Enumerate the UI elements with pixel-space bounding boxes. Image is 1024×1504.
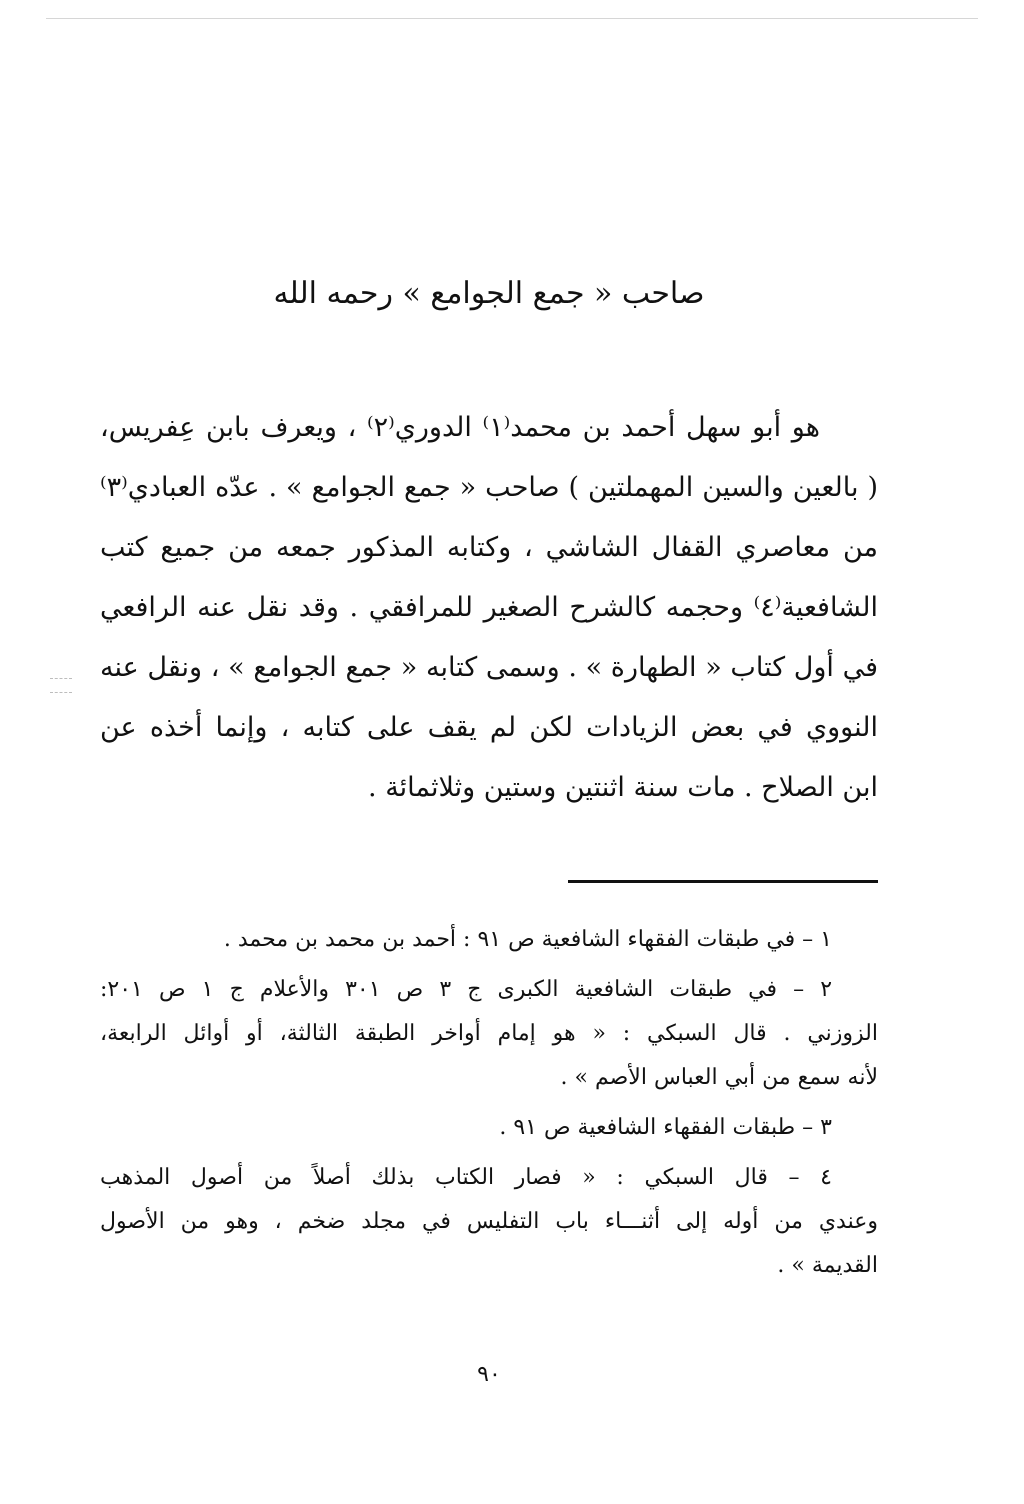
paragraph-line: الشافعية⁽٤⁾ وحجمه كالشرح الصغير للمرافقي . وقد نقل عنه الرافعي [100, 592, 878, 623]
chapter-title: صاحب « جمع الجوامع » رحمه الله [273, 276, 705, 311]
margin-mark [50, 692, 72, 693]
book-page [100, 0, 878, 1504]
footnote-separator [568, 880, 878, 883]
page-number: ٩٠ [477, 1362, 501, 1387]
footnote-line: ٣ – طبقات الفقهاء الشافعية ص ٩١ . [499, 1115, 832, 1140]
footnote-line: ١ – في طبقات الفقهاء الشافعية ص ٩١ : أحمد بن محمد بن محمد . [223, 927, 832, 952]
paragraph-line: من معاصري القفال الشاشي ، وكتابه المذكور جمعه من جميع كتب [100, 532, 878, 563]
margin-mark [50, 678, 72, 679]
footnote-3 [100, 1106, 878, 1150]
footnote-line: الزوزني . قال السبكي : « هو إمام أواخر الطبقة الثالثة، أو أوائل الرابعة، [100, 1021, 878, 1046]
paragraph-line: ( بالعين والسين المهملتين ) صاحب « جمع الجوامع » . عدّه العبادي⁽٣⁾ [100, 472, 878, 503]
footnote-2 [100, 968, 878, 1100]
footnote-1 [100, 918, 878, 962]
footnote-4 [100, 1156, 878, 1288]
footnote-line: وعندي من أوله إلى أثنـــاء باب التفليس في مجلد ضخم ، وهو من الأصول [100, 1209, 878, 1234]
footnote-line: لأنه سمع من أبي العباس الأصم » . [560, 1065, 878, 1090]
footnote-line: القديمة » . [777, 1253, 878, 1278]
footnote-line: ٤ – قال السبكي : « فصار الكتاب بذلك أصلاً من أصول المذهب [100, 1165, 832, 1190]
footnotes [100, 918, 878, 1294]
paragraph-line: في أول كتاب « الطهارة » . وسمى كتابه « جمع الجوامع » ، ونقل عنه [100, 652, 878, 683]
paragraph-line: ابن الصلاح . مات سنة اثنتين وستين وثلاثمائة . [368, 772, 878, 803]
paragraph-line: هو أبو سهل أحمد بن محمد⁽١⁾ الدوري⁽٢⁾ ، ويعرف بابن عِفريس، [100, 412, 820, 443]
footnote-line: ٢ – في طبقات الشافعية الكبرى ج ٣ ص ٣٠١ والأعلام ج ١ ص ٢٠١: [100, 977, 833, 1002]
main-paragraph [100, 398, 878, 818]
paragraph-line: النووي في بعض الزيادات لكن لم يقف على كتابه ، وإنما أخذه عن [100, 712, 878, 743]
